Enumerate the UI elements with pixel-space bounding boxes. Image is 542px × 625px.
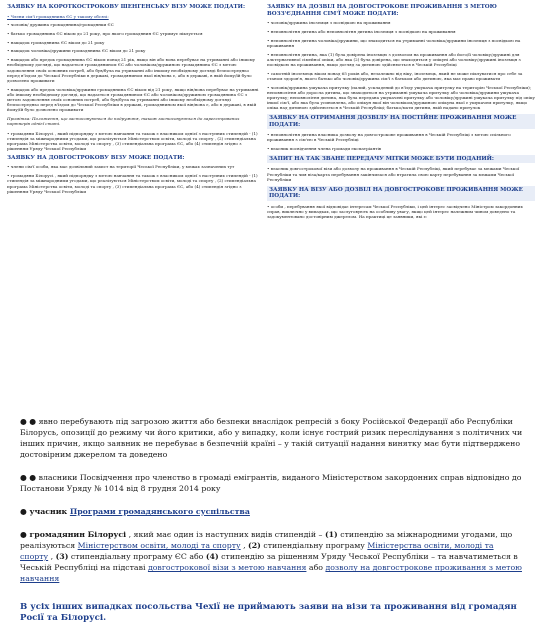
p4-num-2: (2) bbox=[248, 541, 261, 551]
civil-society-link[interactable]: Програми громадянського суспільства bbox=[69, 507, 250, 516]
danger-paragraph bbox=[20, 416, 524, 460]
p4-text-6: або bbox=[306, 563, 326, 573]
p4-num-4: (4) bbox=[205, 552, 219, 562]
danger-text: ● ● явно перебувають під загрозою життя або безпеки внаслідок репресій з боку Російської Федерації або Республіки Білорусь, опозиції до режиму чи його критики, або у випадку, коли існує гострий ризик переслідування з політичних чи інших причин, якщо заявник не перебуває в безпечній країні – у такій ситуації надання винятку має бути підтверджено достовірним джерелом та доведено bbox=[20, 417, 523, 460]
right-item-1: • чоловік/дружина іноземця з посвідкою на проживання bbox=[267, 20, 391, 26]
right-item-5: • самотній іноземець віком понад 65 років або, незалежно від віку, іноземець, який не може піклуватися про себе за станом здоров'я, якого батько або чоловік/дружина сім'ї з батьком або дитиною, яка має право проживати bbox=[267, 70, 523, 81]
left-item-5: • нащадок чоловіка/дружини громадянина ЄС віком до 21 року bbox=[7, 48, 146, 54]
p4-text-4: стипендіальну програму ЄС або bbox=[68, 552, 206, 562]
p4-sep-2: , bbox=[48, 552, 56, 562]
long-item-2: • громадяни Білорусі , який підпорядку з метою навчання та також є власником однієї з наступних стипендій - (1) стипендія за міжнародними угодами, що реалізуються Міністерством освіти, молоді та спорту , (2) стипендіальна програма Міністерства освіти, молоді та спорту , (3) стипендіальна програма ЄС, або (4) стипендія згідно з рішенням Уряду Чеської Республіки bbox=[7, 173, 258, 194]
right-item-3: • неповнолітня дитина чоловіка/дружини, що знаходиться на утриманні чоловіка/дружини іноземця з посвідкою на проживання bbox=[267, 37, 521, 48]
civil-society-prefix: ● учасник bbox=[20, 507, 70, 516]
left-item-2: • чоловік/ дружина громадянина/громадянки ЄС bbox=[7, 22, 114, 28]
left-column bbox=[7, 4, 259, 197]
perm-item-1: • неповнолітня дитина власника дозволу на довгострокове проживання в Чеській Республіці з метою спільного проживання з сім'єю в Чеській Республіці bbox=[267, 132, 511, 143]
perm-item-2: • власник посвідчення члена громади експатріантів bbox=[267, 146, 382, 152]
p4-sep-1: , bbox=[240, 541, 249, 551]
permanent-residence-heading: ЗАЯВКУ НА ОТРИМАННЯ ДОЗВІЛУ НА ПОСТІЙНЕ ПРОЖИВАННЯ МОЖЕ ПОДАТИ: bbox=[267, 114, 535, 129]
ministry-link-2[interactable]: Міністерства освіти, молоді та спорту bbox=[20, 541, 494, 562]
study-residence-link[interactable]: дозволу на довгострокове проживання з метою навчання bbox=[20, 563, 522, 584]
civil-society-paragraph bbox=[20, 506, 524, 517]
long-item-1: • члени сім'ї особи, яка має дозвільний захист на території Чеської Республіки, у межах зазначених тут bbox=[7, 164, 235, 170]
belarus-citizen-label: ● громадянин Білорусі bbox=[20, 530, 127, 539]
p4-text-5: стипендію за рішенням Уряду Чеської Республіки – та навчатиметься в Чеській Республіці на підставі bbox=[20, 552, 518, 573]
family-reunion-heading: ЗАЯВКУ НА ДОЗВІЛ НА ДОВГОСТРОКОВЕ ПРОЖИВАННЯ З МЕТОЮ ВОЗЗ'ЄДНАННЯ СІМ'Ї МОЖЕ ПОДАТИ: bbox=[267, 4, 497, 17]
left-item-3: • батько громадянина ЄС віком до 21 року, про якого громадянин ЄС утримує піклується bbox=[7, 31, 203, 36]
emigrant-paragraph bbox=[20, 472, 524, 494]
belarus-students-paragraph bbox=[20, 529, 524, 584]
right-column bbox=[267, 4, 535, 223]
right-item-4: • неповнолітня дитина, яка (1) була довірена іноземцю з дозволом на проживання або його/її чоловіку/дружині для альтернативної сімейної опіки, або яка (2) була довірена, що знаходиться у опікуні або чоловіку/дружині іноземця з посвідкою на проживання, якщо догляд за дитиною здійснюється в Чеській Республіці bbox=[267, 51, 521, 67]
mark-item: • власник довгострокової візи або дозволу на проживання в Чеській Республіці, який перебуває за межами Чеської Республіки та чия віза/карта перебування закінчилася або втратила свою карту перебування за межами Чеської Республіки bbox=[267, 166, 520, 182]
left-item-4: • нащадок громадянина ЄС віком до 21 року bbox=[7, 39, 105, 45]
visa-residence-heading: ЗАЯВКУ НА ВІЗУ АБО ДОЗВІЛ НА ДОВГОСТРОКОВЕ ПРОЖИВАННЯ МОЖЕ ПОДАТИ: bbox=[267, 186, 535, 201]
p4-text-2: стипендію за міжнародними угодами, що реалізуються bbox=[20, 530, 513, 551]
p4-text-3: стипендіальну програму bbox=[260, 541, 368, 551]
long-visa-heading: ЗАЯВКУ НА ДОВГОСТРОКОВУ ВІЗУ МОЖЕ ПОДАТИ: bbox=[7, 154, 185, 161]
ministry-link-1[interactable]: Міністерством освіти, молоді та спорту bbox=[77, 541, 241, 551]
emigrant-text: ● ● власники Посвідчення про членство в громаді емігрантів, виданого Міністерством закордонних справ відповідно до Постанови Уряду № 1014 від 8 грудня 2014 року bbox=[20, 473, 522, 494]
p4-num-1: (1) bbox=[324, 530, 338, 539]
final-statement: В усіх інших випадках посольства Чехії не приймають заяви на візи та проживання від громадян Росії та Білорусі. bbox=[20, 602, 517, 624]
right-item-2: • неповнолітня дитина або неповнолітня дитина іноземця з посвідкою на проживання bbox=[267, 28, 456, 34]
right-item-6: • чоловік/дружина ушукача притулку (палий, ускладений до в'їзду ушукача притулку на територію Чеської Республіки); неповнолітня або доросла дитина, що знаходиться на утриманні ушукача притулку або чоловіка/дружини ушукача притулку; неповнолітня дитина, яка була передана ушукачеві притулку або чоловіку/дружині ушукача притулку під опіку іншої сім'ї, або яка була усиновлена, або опікун якої він чоловіком/дружиною опікуна якої є ушукачем притулку, якщо опіка над дитиною здійснюється в Чеській Республіці; батько/мати дитини, якій надано притулок bbox=[267, 84, 535, 111]
left-note: Примітка: Положення, що застосовуються до подружжя, також застосовуються до зареєстрованих партнерів однієї статі. bbox=[7, 116, 240, 127]
left-item-1[interactable]: • Члени сім'ї громадянина ЄС у такому обсязі: bbox=[7, 13, 109, 19]
left-students: • громадяни Білорусі , який підпорядку з метою навчання та також є власником однієї з наступних стипендій - (1) стипендія за міжнародними угодами, що реалізуються Міністерством освіти, молоді та спорту , (2) стипендіальна програма Міністерства освіти, молоді та спорту , (3) стипендіальна програма ЄС, або (4) стипендія згідно з рішенням Уряду Чеської Республіки bbox=[7, 130, 258, 152]
p4-text-1: , який має один із наступних видів стипендій – bbox=[126, 530, 325, 539]
study-visa-link[interactable]: довгострокової візи з метою навчання bbox=[147, 563, 307, 573]
p4-num-3: (3) bbox=[55, 552, 69, 562]
left-item-7: • нащадок або предок чоловіка/дружини громадянина ЄС віком від 21 року, якщо він/вона перебуває на утриманні або іншому необхідному догляді, що надається громадянином ЄС або чоловіком/дружиною громадянина ЄС з метою задоволення своїх основних потреб, або був/була на утриманні або іншому необхідному догляді безпосередньо перед в'їздом до Чеської Республіки в державі, громадянином якої він/вона є, або в державі, в якій йому/їй було дозволено проживати bbox=[7, 86, 259, 113]
left-item-6: • нащадок або предок громадянина ЄС віком понад 21 рік, якщо він або вона перебуває на утриманні або іншому необхідному догляді, що надається громадянином ЄС або чоловіком/дружиною громадянина ЄС з метою задоволення своїх основних потреб, або був/була на утриманні або іншому необхідному догляді безпосередньо перед в'їздом до Чеської Республіки в державі, громадянином якої він/вона є, або в державі, в якій йому/їй було дозволено проживати bbox=[7, 57, 256, 83]
schengen-visa-heading: ЗАЯВКУ НА КОРОТКОСТРОКОВУ ШЕНГЕНСЬКУ ВІЗУ МОЖЕ ПОДАТИ: bbox=[7, 4, 246, 10]
visa-item: • особи , перебування якої відповідає інтересам Чеської Республіки, і цей інтерес засвідчено Міністром закордонних справ, виключно у випадках, що заслуговують на особливу увагу, якщо цей інтерес належним чином доведено та задокументовано достовірним джерелом. На практиці це заявники, які є: bbox=[267, 203, 523, 220]
mark-transfer-heading: ЗАПИТ НА ТАК ЗВАНЕ ПЕРЕДАЧУ МІТКИ МОЖЕ БУТИ ПОДАНИЙ: bbox=[267, 155, 535, 164]
